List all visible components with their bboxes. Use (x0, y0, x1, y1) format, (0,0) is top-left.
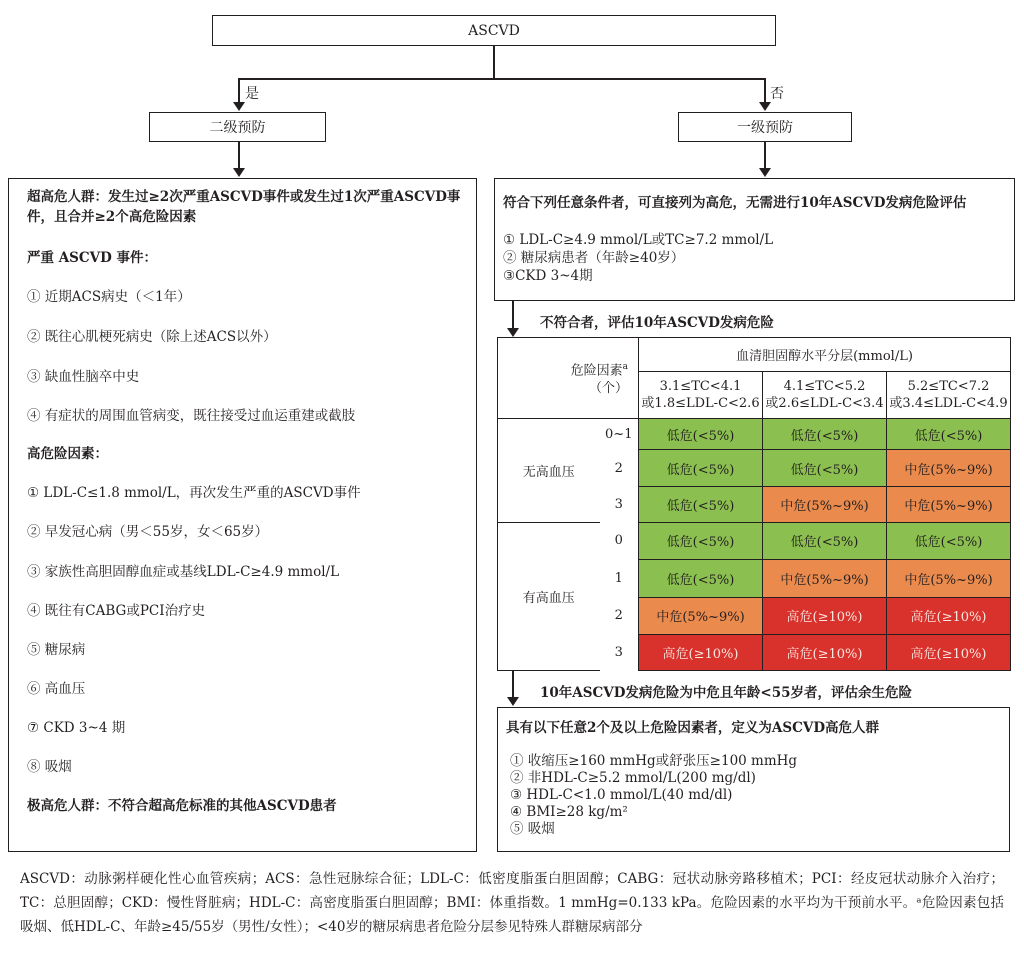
lifetime-risk-title: 具有以下任意2个及以上危险因素者，定义为ASCVD高危人群 (506, 720, 880, 736)
risk-cell: 中危(5%~9%) (887, 559, 1011, 598)
criteria-item: ① LDL-C≥4.9 mmol/L或TC≥7.2 mmol/L (503, 232, 774, 248)
cholesterol-strata-header: 血清胆固醇水平分层(mmol/L) (639, 338, 1011, 372)
risk-factor-item: ⑤ 糖尿病 (27, 642, 86, 658)
connector (512, 671, 514, 699)
primary-prevention-box (678, 112, 852, 142)
risk-cell: 中危(5%~9%) (887, 486, 1011, 522)
arrow-icon (759, 102, 771, 111)
column-header-ldl: 或1.8≤LDL-C<2.6 (641, 396, 760, 412)
risk-cell: 高危(≥10%) (763, 598, 887, 634)
column-header (887, 372, 1011, 419)
column-header (639, 372, 763, 419)
ascvd-title: ASCVD (468, 22, 520, 39)
connector (764, 142, 766, 168)
table-row (498, 523, 1011, 559)
connector (238, 78, 240, 104)
risk-cell: 中危(5%~9%) (887, 450, 1011, 486)
risk-cell: 中危(5%~9%) (639, 598, 763, 634)
severe-event-item: ② 既往心肌梗死病史（除上述ACS以外） (27, 329, 277, 345)
lifetime-risk-item: ① 收缩压≥160 mmHg或舒张压≥100 mmHg (510, 753, 798, 769)
risk-factor-item: ⑧ 吸烟 (27, 759, 72, 775)
column-header-tc: 5.2≤TC<7.2 (907, 379, 990, 395)
risk-factor-count: 3 (614, 644, 623, 660)
footnote: ASCVD：动脉粥样硬化性心血管疾病；ACS：急性冠脉综合征；LDL-C：低密度脂蛋白胆固醇；CABG：冠状动脉旁路移植术；PCI：经皮冠状动脉介入治疗；TC：总胆固醇；CKD：慢性肾脏病；HDL-C：高密度脂蛋白胆固醇；BMI：体重指数。1 mmHg=0.133 kPa。危险因素的水平均为干预前水平。ᵃ危险因素包括吸烟、低HDL-C、年龄≥45/55岁（男性/女性）；<40岁的糖尿病患者危险分层参见特殊人群糖尿病部分 (20, 871, 1004, 935)
arrow-icon (233, 102, 245, 111)
risk-cell: 低危(<5%) (887, 419, 1011, 450)
risk-factor-item: ③ 家族性高胆固醇血症或基线LDL-C≥4.9 mmol/L (27, 564, 340, 580)
secondary-prevention-panel (8, 178, 477, 852)
criteria-item: ② 糖尿病患者（年龄≥40岁） (503, 250, 685, 266)
risk-cell: 低危(<5%) (763, 419, 887, 450)
column-header-tc: 4.1≤TC<5.2 (783, 379, 866, 395)
risk-factor-count: 0 (614, 533, 623, 549)
risk-cell: 中危(5%~9%) (763, 559, 887, 598)
risk-factor-count: 2 (614, 608, 623, 624)
risk-factor-item: ① LDL-C≤1.8 mmol/L，再次发生严重的ASCVD事件 (27, 485, 361, 501)
risk-cell: 低危(<5%) (639, 419, 763, 450)
risk-cell: 高危(≥10%) (887, 634, 1011, 671)
severe-event-item: ③ 缺血性脑卒中史 (27, 369, 140, 385)
risk-cell: 低危(<5%) (763, 450, 887, 486)
severe-event-item: ① 近期ACS病史（＜1年） (27, 289, 191, 305)
table-row (498, 419, 1011, 450)
risk-cell: 低危(<5%) (887, 523, 1011, 559)
arrow-icon (759, 168, 771, 177)
risk-cell: 高危(≥10%) (887, 598, 1011, 634)
severe-events-title: 严重 ASCVD 事件： (27, 250, 158, 266)
column-header-ldl: 或2.6≤LDL-C<3.4 (765, 396, 884, 412)
risk-cell: 低危(<5%) (639, 523, 763, 559)
risk-factor-count: 3 (614, 496, 623, 512)
risk-cell: 高危(≥10%) (639, 634, 763, 671)
risk-factor-header (498, 338, 639, 419)
primary-prevention-label: 一级预防 (737, 120, 793, 136)
risk-factor-item: ⑦ CKD 3~4 期 (27, 720, 126, 736)
connector (238, 142, 240, 168)
arrow-icon (233, 168, 245, 177)
very-high-risk-definition: 超高危人群：发生过≥2次严重ASCVD事件或发生过1次严重ASCVD事件，且合并≥2个高危险因素 (27, 189, 461, 225)
group-label-no-hypertension: 无高血压 (498, 419, 600, 523)
risk-factor-unit: （个） (589, 381, 629, 397)
risk-cell: 低危(<5%) (639, 559, 763, 598)
risk-factor-count: 1 (614, 570, 623, 586)
direct-high-risk-criteria-box (494, 178, 1015, 301)
risk-factor-item: ② 早发冠心病（男＜55岁，女＜65岁） (27, 524, 269, 540)
secondary-prevention-box (149, 112, 326, 142)
risk-factor-label: 危险因素 (570, 363, 623, 379)
risk-factor-item: ④ 既往有CABG或PCI治疗史 (27, 603, 206, 619)
column-header-ldl: 或3.4≤LDL-C<4.9 (889, 396, 1008, 412)
severe-event-item: ④ 有症状的周围血管病变，既往接受过血运重建或截肢 (27, 408, 356, 424)
no-label: 否 (770, 86, 784, 102)
lifetime-risk-item: ② 非HDL-C≥5.2 mmol/L(200 mg/dl) (510, 770, 756, 786)
risk-cell: 低危(<5%) (639, 450, 763, 486)
arrow-icon (507, 328, 519, 337)
risk-factors-title: 高危险因素： (27, 446, 108, 462)
risk-cell: 低危(<5%) (763, 523, 887, 559)
risk-factor-count: 2 (614, 460, 623, 476)
assess-10-year-risk-label: 不符合者，评估10年ASCVD发病危险 (540, 315, 774, 331)
secondary-prevention-label: 二级预防 (209, 120, 266, 136)
yes-label: 是 (245, 86, 259, 102)
lifetime-risk-item: ③ HDL-C<1.0 mmol/L(40 md/dl) (510, 787, 733, 803)
lifetime-risk-label: 10年ASCVD发病危险为中危且年龄<55岁者，评估余生危险 (540, 685, 913, 701)
footnote-mark: a (622, 362, 629, 373)
risk-cell: 低危(<5%) (639, 486, 763, 522)
extreme-risk-definition: 极高危人群：不符合超高危标准的其他ASCVD患者 (27, 798, 337, 814)
criteria-title: 符合下列任意条件者，可直接列为高危，无需进行10年ASCVD发病危险评估 (503, 195, 967, 211)
connector (764, 78, 766, 104)
risk-factor-count: 0~1 (605, 427, 633, 443)
risk-stratification-table (497, 337, 1011, 671)
column-header (763, 372, 887, 419)
risk-factor-item: ⑥ 高血压 (27, 681, 86, 697)
connector (493, 46, 495, 78)
column-header-tc: 3.1≤TC<4.1 (659, 379, 742, 395)
ascvd-box (212, 15, 776, 46)
risk-cell: 中危(5%~9%) (763, 486, 887, 522)
group-label-hypertension: 有高血压 (498, 523, 600, 671)
arrow-icon (507, 697, 519, 706)
risk-cell: 高危(≥10%) (763, 634, 887, 671)
lifetime-risk-item: ⑤ 吸烟 (510, 821, 555, 837)
criteria-item: ③CKD 3~4期 (503, 268, 593, 284)
lifetime-risk-box (497, 707, 1010, 852)
connector (512, 301, 514, 329)
connector (238, 78, 765, 80)
lifetime-risk-item: ④ BMI≥28 kg/m² (510, 804, 628, 820)
